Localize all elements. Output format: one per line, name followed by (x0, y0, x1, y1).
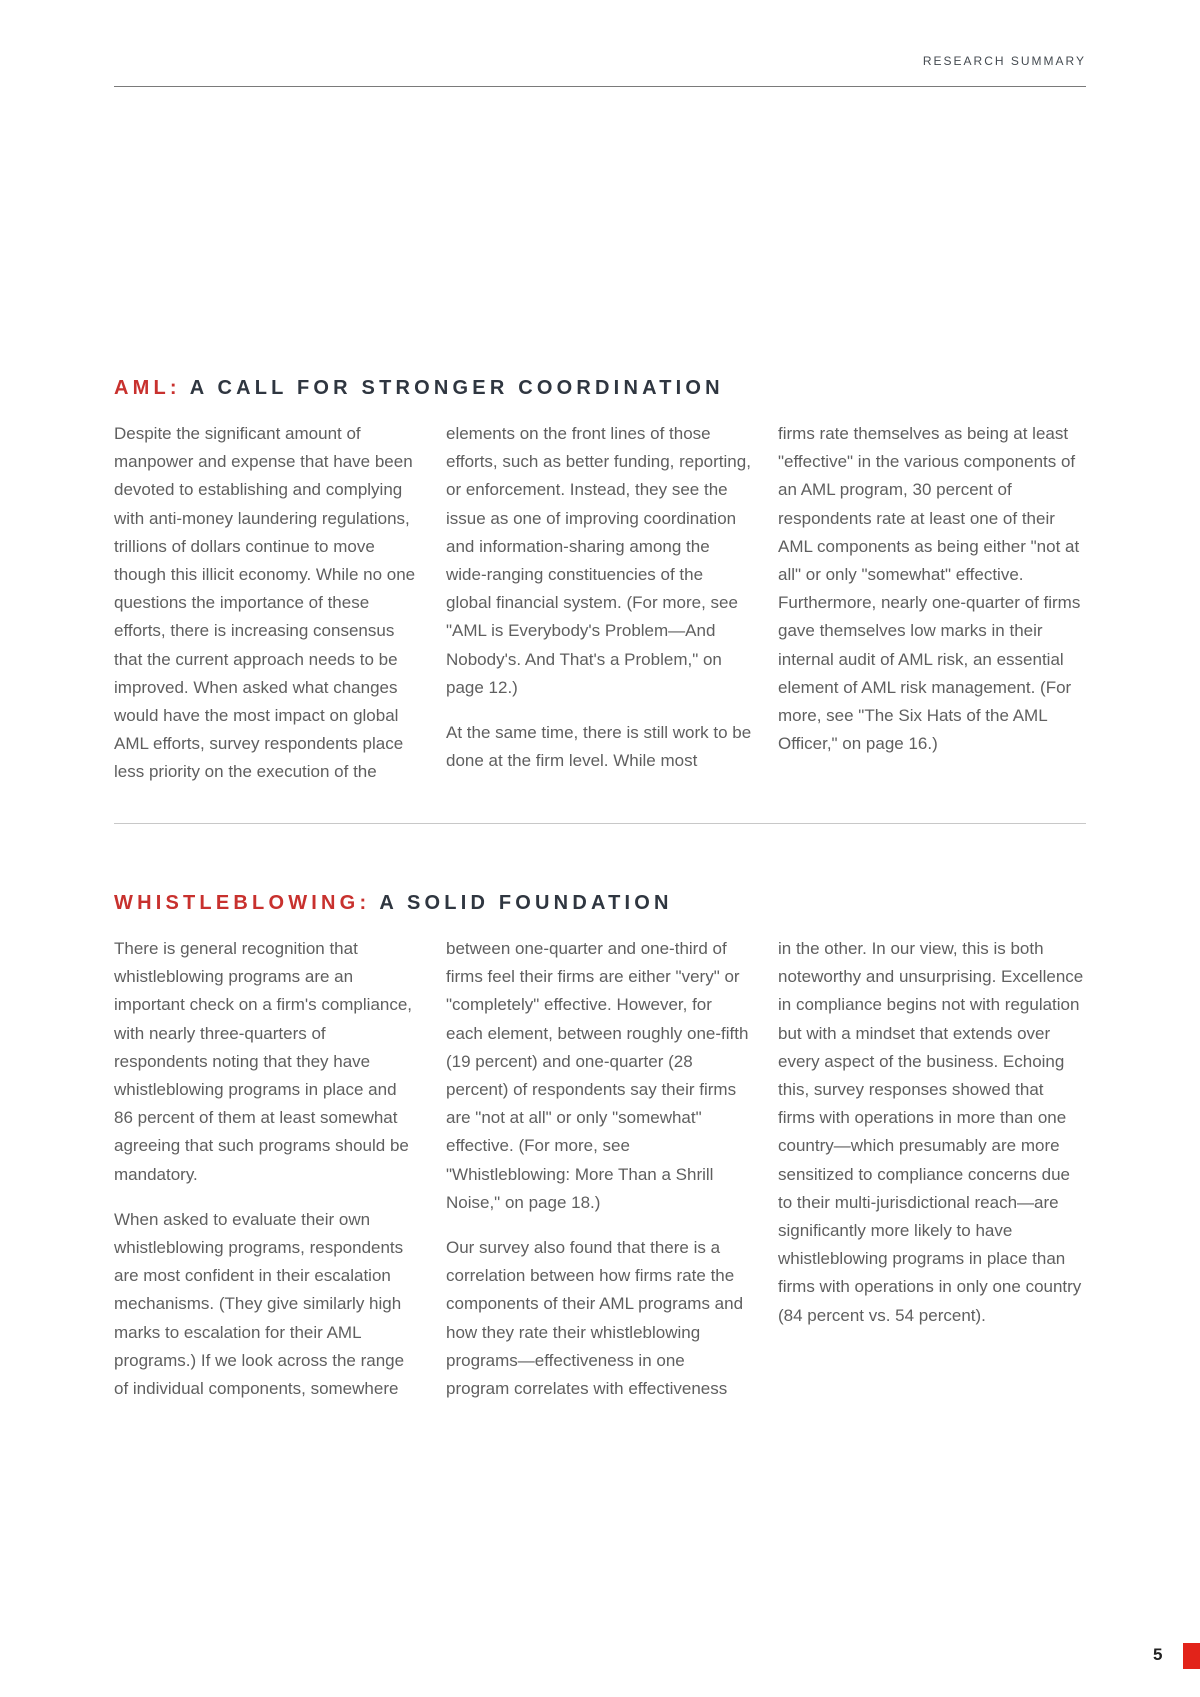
paragraph: Despite the significant amount of manpower and expense that have been devoted to establishing and complying with anti-money laundering regulations, trillions of dollars continue to move though this illicit economy. While no one questions the importance of these efforts, there is increasing consensus that the current approach needs to be improved. When asked what changes would have the most impact on global AML efforts, survey respondents place less priority on the execution of the (114, 424, 416, 782)
running-header: RESEARCH SUMMARY (922, 54, 1086, 68)
aml-heading-accent: AML: (114, 377, 181, 399)
aml-column-3 (778, 420, 1084, 775)
whistleblowing-heading-title: A SOLID FOUNDATION (379, 892, 673, 914)
paragraph: elements on the front lines of those efforts, such as better funding, reporting, or enforcement. Instead, they see the issue as one of improving coordination and information-sharing among the wide-ranging constituencies of the global financial system. (For more, see "AML is Everybody's Problem—And Nobody's. And That's a Problem," on page 12.) (446, 424, 751, 697)
aml-heading (114, 376, 1086, 400)
whistleblowing-column-1 (114, 935, 420, 1420)
aml-column-2 (446, 420, 752, 792)
paragraph: Our survey also found that there is a correlation between how firms rate the components of their AML programs and how they rate their whistleblowing programs—effectiveness in one program correlates with effectiveness (446, 1238, 744, 1399)
aml-columns (114, 420, 1086, 850)
page-tab-marker (1183, 1643, 1200, 1669)
paragraph: firms rate themselves as being at least "effective" in the various components of an AML program, 30 percent of respondents rate at least one of their AML components as being either "not at all" or only "somewhat" effective. Furthermore, nearly one-quarter of firms gave themselves low marks in their internal audit of AML risk, an essential element of AML risk management. (For more, see "The Six Hats of the AML Officer," on page 16.) (778, 424, 1081, 754)
aml-section (114, 376, 1086, 850)
aml-heading-title: A CALL FOR STRONGER COORDINATION (189, 377, 724, 399)
whistleblowing-heading (114, 891, 1086, 915)
paragraph: There is general recognition that whistleblowing programs are an important check on a firm's compliance, with nearly three-quarters of respondents noting that they have whistleblowing programs in place and 86 percent of them at least somewhat agreeing that such programs should be mandatory. (114, 939, 413, 1184)
whistleblowing-column-2 (446, 935, 752, 1420)
paragraph: At the same time, there is still work to be done at the firm level. While most (446, 723, 752, 771)
whistleblowing-column-3 (778, 935, 1084, 1347)
paragraph: When asked to evaluate their own whistleblowing programs, respondents are most confident in their escalation mechanisms. (They give similarly high marks to escalation for their AML programs.) If we look across the range of individual components, somewhere (114, 1209, 405, 1399)
aml-column-1 (114, 420, 420, 804)
section-divider (114, 823, 1086, 824)
whistleblowing-columns (114, 935, 1086, 1399)
page-number: 5 (1153, 1645, 1163, 1664)
whistleblowing-section (114, 891, 1086, 1399)
header-rule (114, 86, 1086, 87)
paragraph: in the other. In our view, this is both noteworthy and unsurprising. Excellence in compliance begins not with regulation but with a mindset that extends over every aspect of the business. Echoing this, survey responses showed that firms with operations in more than one country—which presumably are more sensitized to compliance concerns due to their multi-jurisdictional reach—are significantly more likely to have whistleblowing programs in place than firms with operations in only one country (84 percent vs. 54 percent). (778, 939, 1084, 1325)
paragraph: between one-quarter and one-third of firms feel their firms are either "very" or "completely" effective. However, for each element, between roughly one-fifth (19 percent) and one-quarter (28 percent) of respondents say their firms are "not at all" or only "somewhat" effective. (For more, see "Whistleblowing: More Than a Shrill Noise," on page 18.) (446, 939, 749, 1212)
whistleblowing-heading-accent: WHISTLEBLOWING: (114, 892, 371, 914)
